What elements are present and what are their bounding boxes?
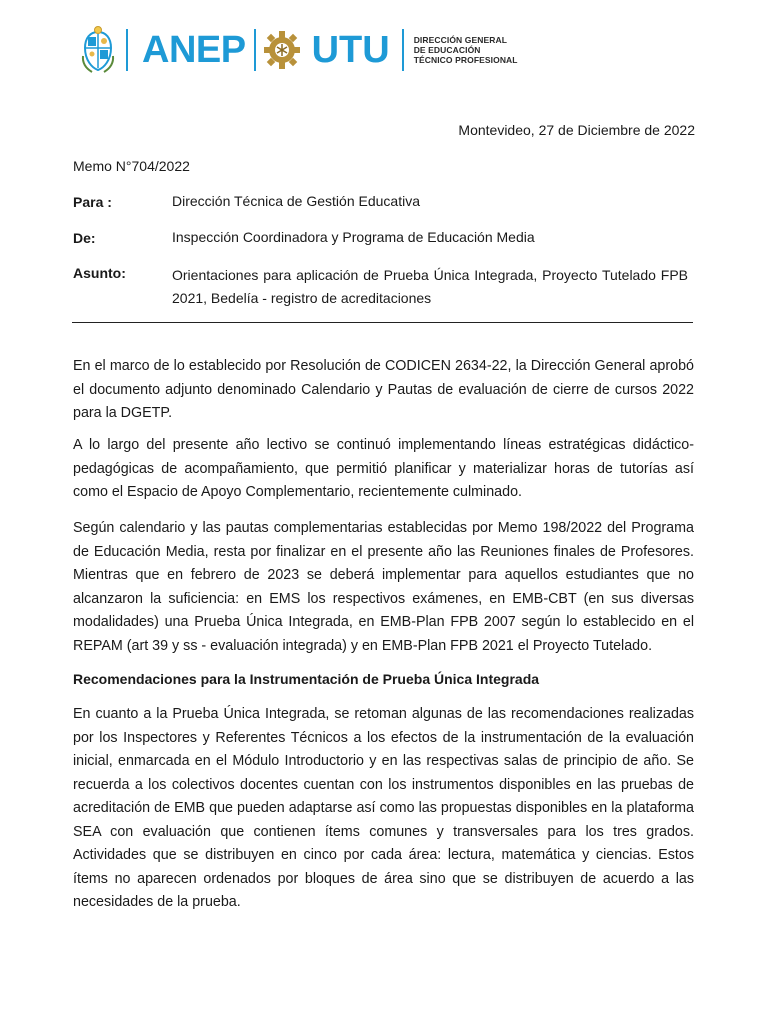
de-value: Inspección Coordinadora y Programa de Educación Media: [172, 229, 535, 245]
section-heading: Recomendaciones para la Instrumentación de Prueba Única Integrada: [73, 671, 540, 687]
para-label: Para :: [73, 194, 112, 210]
para-value: Dirección Técnica de Gestión Educativa: [172, 193, 420, 209]
asunto-label: Asunto:: [73, 265, 126, 281]
logo-divider: [254, 29, 256, 71]
uruguay-coat-of-arms-icon: [80, 26, 116, 74]
header-divider: [72, 322, 693, 323]
utu-gear-emblem-icon: [262, 27, 302, 73]
letterhead: [80, 22, 520, 78]
dgetp-line: DE EDUCACIÓN: [413, 45, 481, 55]
body-paragraph-3: Según calendario y las pautas complementarias establecidas por Memo 198/2022 del Programa de Educación Media, resta por finalizar en el presente año las Reuniones finales de Profesores. Mientras que en febrero de 2023 se deberá implementar para aquellos estudiantes que no alcanzaron la suficiencia: en EMS los respectivos exámenes, en EMB-CBT (en sus diversas modalidades) una Prueba Única Integrada, en EMB-Plan FPB 2007 según lo establecido en el REPAM (art 39 y ss - evaluación integrada) y en EMB-Plan FPB 2021 el Proyecto Tutelado.: [73, 520, 694, 654]
utu-logo-text: UTU: [311, 29, 390, 71]
anep-logo-text: ANEP: [142, 29, 246, 71]
logo-divider: [402, 29, 404, 71]
memo-date: Montevideo, 27 de Diciembre de 2022: [458, 122, 695, 138]
memo-number: Memo N°704/2022: [73, 158, 190, 174]
body-paragraph-1: En el marco de lo establecido por Resolución de CODICEN 2634-22, la Dirección General aprobó el documento adjunto denominado Calendario y Pautas de evaluación de cierre de cursos 2022 para la DGETP.: [73, 358, 694, 421]
dgetp-logo-text: [414, 35, 518, 65]
body-paragraph-2: A lo largo del presente año lectivo se continuó implementando líneas estratégicas didáctico-pedagógicas de acompañamiento, que permitió planificar y materializar horas de tutorías así como el Espacio de Apoyo Complementario, recientemente culminado.: [73, 437, 694, 500]
dgetp-line: DIRECCIÓN GENERAL: [413, 35, 508, 45]
logo-divider: [126, 29, 128, 71]
dgetp-line: TÉCNICO PROFESIONAL: [413, 55, 518, 65]
body-paragraph-4: En cuanto a la Prueba Única Integrada, se retoman algunas de las recomendaciones realizadas por los Inspectores y Referentes Técnicos a los efectos de la instrumentación de la evaluación inicial, enmarcada en el Módulo Introductorio y en las respectivas salas de principio de año. Se recuerda a los colectivos docentes cuentan con los instrumentos disponibles en las pruebas de acreditación de EMB que pueden adaptarse así como las propuestas disponibles en la plataforma SEA con evaluación que contienen ítems comunes y transversales para los tres grados. Actividades que se distribuyen en cinco por cada área: lectura, matemática y ciencias. Estos ítems no aparecen ordenados por bloques de área sino que se distribuyen de acuerdo a las necesidades de la prueba.: [73, 706, 694, 910]
de-label: De:: [73, 230, 96, 246]
asunto-value: Orientaciones para aplicación de Prueba Única Integrada, Proyecto Tutelado FPB 2021, Bedelía - registro de acreditaciones: [172, 267, 688, 306]
